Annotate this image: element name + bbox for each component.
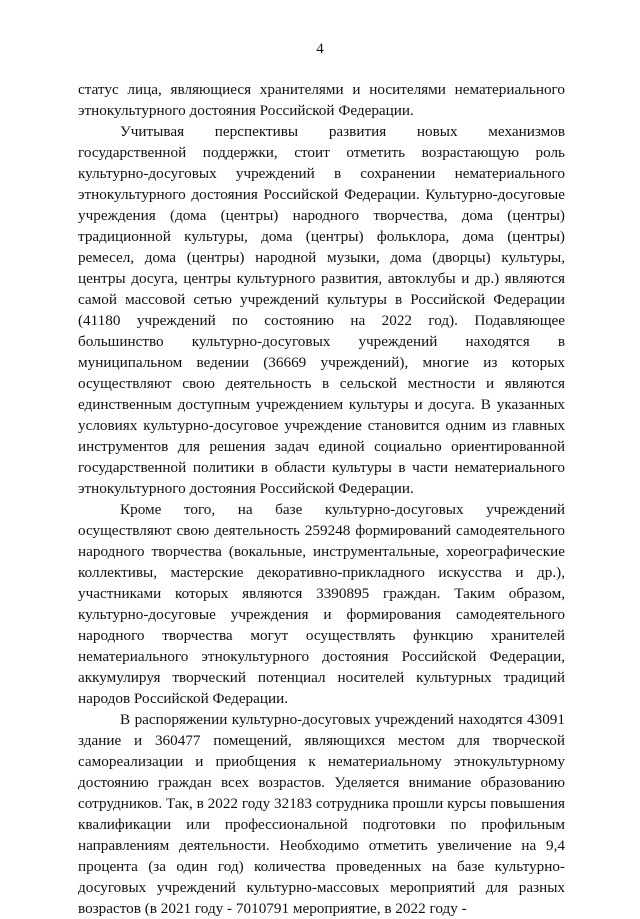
paragraph-continuation: статус лица, являющиеся хранителями и носителями нематериального этнокультурного достояния Российской Федерации. [78, 81, 565, 119]
paragraph-cultural-institutions: Учитывая перспективы развития новых механизмов государственной поддержки, стоит отметить возрастающую роль культурно-досуговых учреждений в сохранении нематериального этнокультурного достояния Российской Федерации. Культурно-досуговые учреждения (дома (центры) народного творчества, дома (центры) традиционной культуры, дома (центры) фольклора, дома (центры) ремесел, дома (центры) народной музыки, дома (дворцы) культуры, центры досуга, центры культурного развития, автоклубы и др.) являются самой массовой сетью учреждений культуры в Российской Федерации (41180 учреждений по состоянию на 2022 год). Подавляющее большинство культурно-досуговых учреждений находятся в муниципальном ведении (36669 учреждений), многие из которых осуществляют свою деятельность в сельской местности и являются единственным доступным учреждением культуры и досуга. В указанных условиях культурно-досуговое учреждение становится одним из главных инструментов для решения задач единой социально ориентированной государственной политики в области культуры в части нематериального этнокультурного достояния Российской Федерации. [78, 123, 565, 497]
paragraph-buildings-and-events: В распоряжении культурно-досуговых учреждений находятся 43091 здание и 360477 помещений, являющихся местом для творческой самореализации и приобщения к нематериальному этнокультурному достоянию граждан всех возрастов. Уделяется внимание образованию сотрудников. Так, в 2022 году 32183 сотрудника прошли курсы повышения квалификации или профессиональной подготовки по профильным направлениям деятельности. Необходимо отметить увеличение на 9,4 процента (за один год) количества проведенных на базе культурно-досуговых учреждений культурно-массовых мероприятий для разных возрастов (в 2021 году - 7010791 мероприятие, в 2022 году - [78, 711, 565, 917]
document-body [78, 79, 565, 919]
paragraph-amateur-formations: Кроме того, на базе культурно-досуговых учреждений осуществляют свою деятельность 259248 формирований самодеятельного народного творчества (вокальные, инструментальные, хореографические коллективы, мастерские декоративно-прикладного искусства и др.), участниками которых являются 3390895 граждан. Таким образом, культурно-досуговые учреждения и формирования самодеятельного народного творчества могут осуществлять функцию хранителей нематериального этнокультурного достояния Российской Федерации, аккумулируя творческий потенциал носителей культурных традиций народов Российской Федерации. [78, 501, 565, 707]
page-number: 4 [316, 41, 324, 57]
